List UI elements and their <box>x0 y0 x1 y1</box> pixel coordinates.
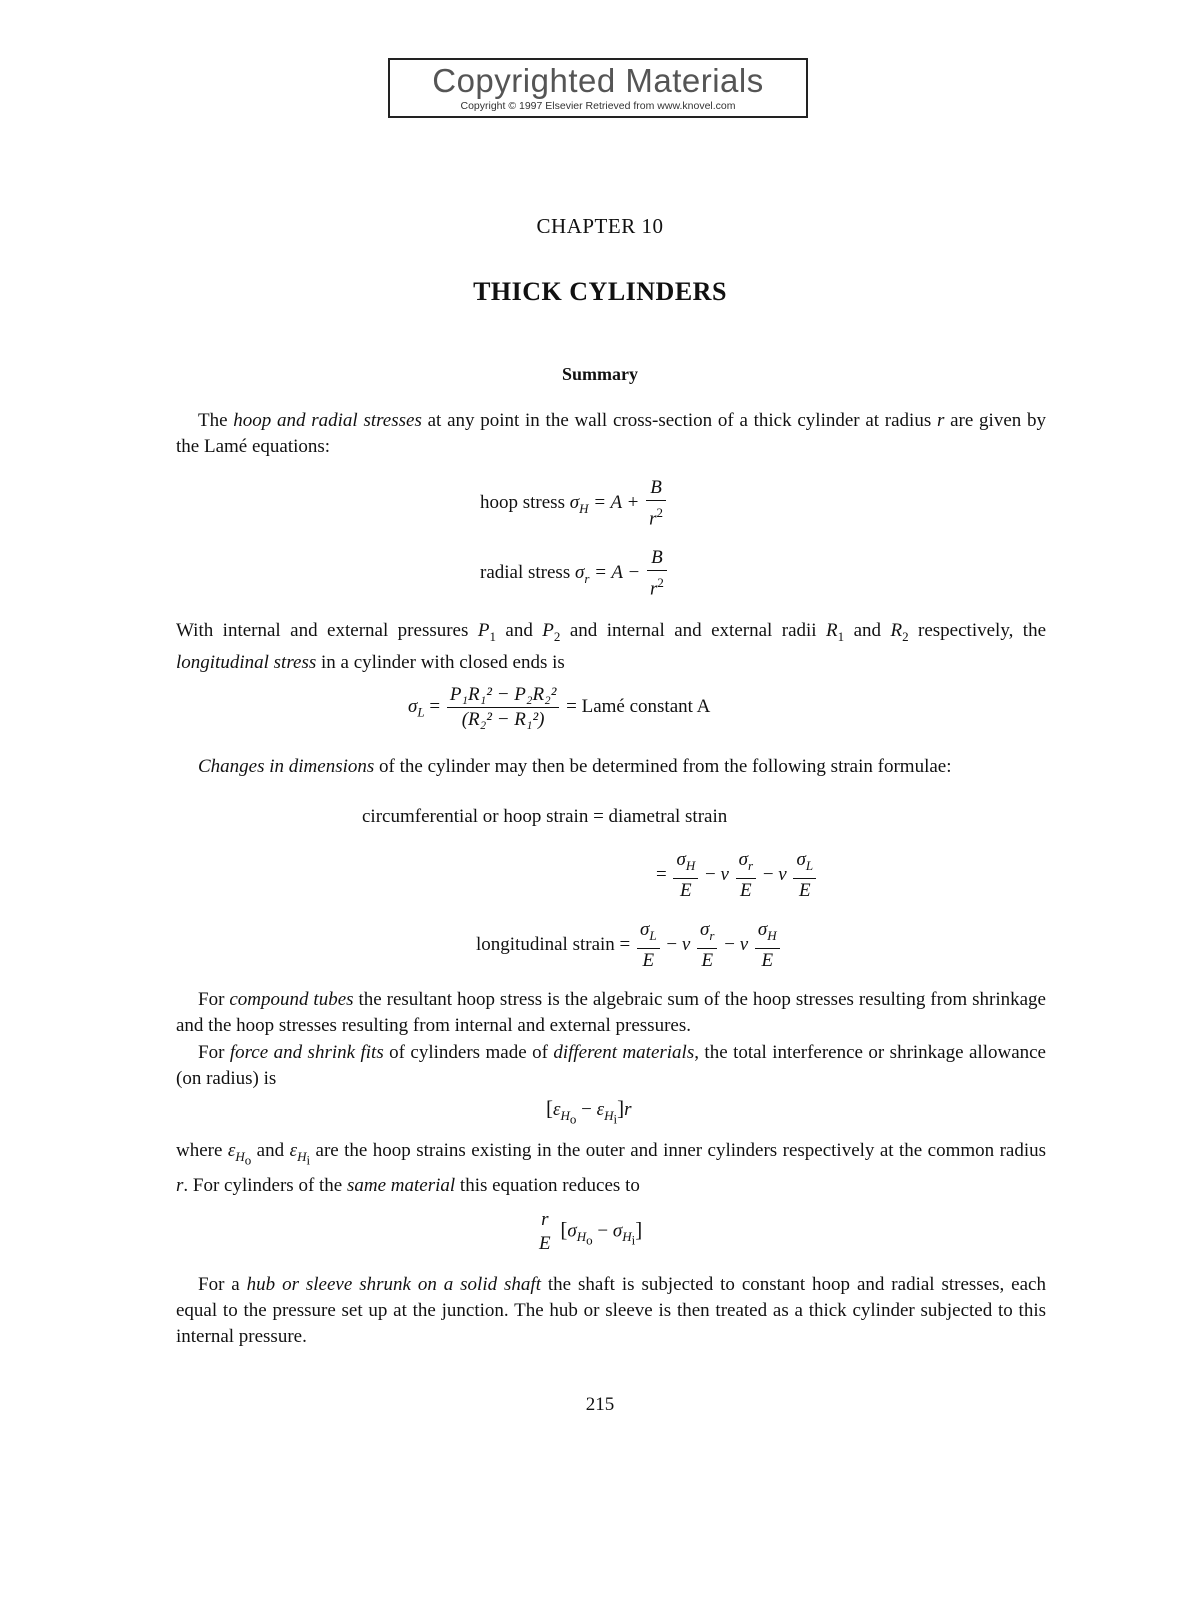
paragraph-strain-intro: Changes in dimensions of the cylinder may then be determined from the following strain formulae: <box>198 756 952 777</box>
paragraph-hub-sleeve: For a hub or sleeve shrunk on a solid shaft the shaft is subjected to constant hoop and radial stresses, each equal to the pressure set up at the junction. The hub or sleeve is then treated as a thick cylinder subjected to this internal pressure. <box>176 1274 1046 1347</box>
page-number: 215 <box>585 1394 615 1415</box>
paragraph-shrink-fits: For force and shrink fits of cylinders made of different materials, the total interference or shrinkage allowance (on radius) is <box>176 1042 1046 1089</box>
chapter-title: THICK CYLINDERS <box>473 277 727 306</box>
equation-radial-stress: radial stress $\sigma_r = A$ − $\frac{B}{r^2}$ <box>480 546 669 601</box>
paragraph-hoop-strains: where $\varepsilon_{H_o}$ and $\varepsilon_{H_i}$ are the hoop strains existing in the outer and inner cylinders respectively at the common radius r. For cylinders of the same material this equation reduces to <box>176 1140 1046 1197</box>
section-heading: Summary <box>562 364 638 384</box>
equation-same-material: r E $[\sigma_{H_o} - \sigma_{H_i}]$ <box>539 1209 643 1254</box>
stamp-title: Copyrighted Materials <box>432 62 764 99</box>
equation-longitudinal-stress: $\sigma_L$ = $\frac{\text{P₁R₁² − P₂R₂²}}{\text{(R₂² − R₁²)}}$ = Lamé constant A <box>408 684 711 730</box>
chapter-label: CHAPTER 10 <box>536 214 664 238</box>
paragraph-compound-tubes: For compound tubes the resultant hoop stress is the algebraic sum of the hoop stresses resulting from shrinkage and the hoop stresses resulting from internal and external pressures. <box>176 989 1046 1036</box>
equation-hoop-strain-line1: circumferential or hoop strain = diametral strain <box>362 806 728 827</box>
stamp-subtitle: Copyright © 1997 Elsevier Retrieved from www.knovel.com <box>460 100 736 112</box>
equation-shrinkage-allowance: $[\varepsilon_{H_o} - \varepsilon_{H_i}]r$ <box>546 1096 632 1127</box>
paragraph-lame-intro: The hoop and radial stresses at any point in the wall cross-section of a thick cylinder at radius r are given by the Lamé equations: <box>176 410 1046 457</box>
paragraph-longitudinal-stress: With internal and external pressures $P_1$ and $P_2$ and internal and external radii $R_1$ and $R_2$ respectively, the longitudinal stress in a cylinder with closed ends is <box>176 620 1046 673</box>
equation-hoop-stress: hoop stress $\sigma_H = A$ + $\frac{B}{r^2}$ <box>480 476 668 531</box>
copyright-stamp <box>388 58 808 118</box>
equation-longitudinal-strain: longitudinal strain = $\frac{\sigma_L}{E}$ − ν $\frac{\sigma_r}{E}$ − ν $\frac{\sigma_H}{E}$ <box>476 918 782 973</box>
equation-hoop-strain-line2: = $\frac{\sigma_H}{E}$ − ν $\frac{\sigma_r}{E}$ − ν $\frac{\sigma_L}{E}$ <box>656 848 818 903</box>
